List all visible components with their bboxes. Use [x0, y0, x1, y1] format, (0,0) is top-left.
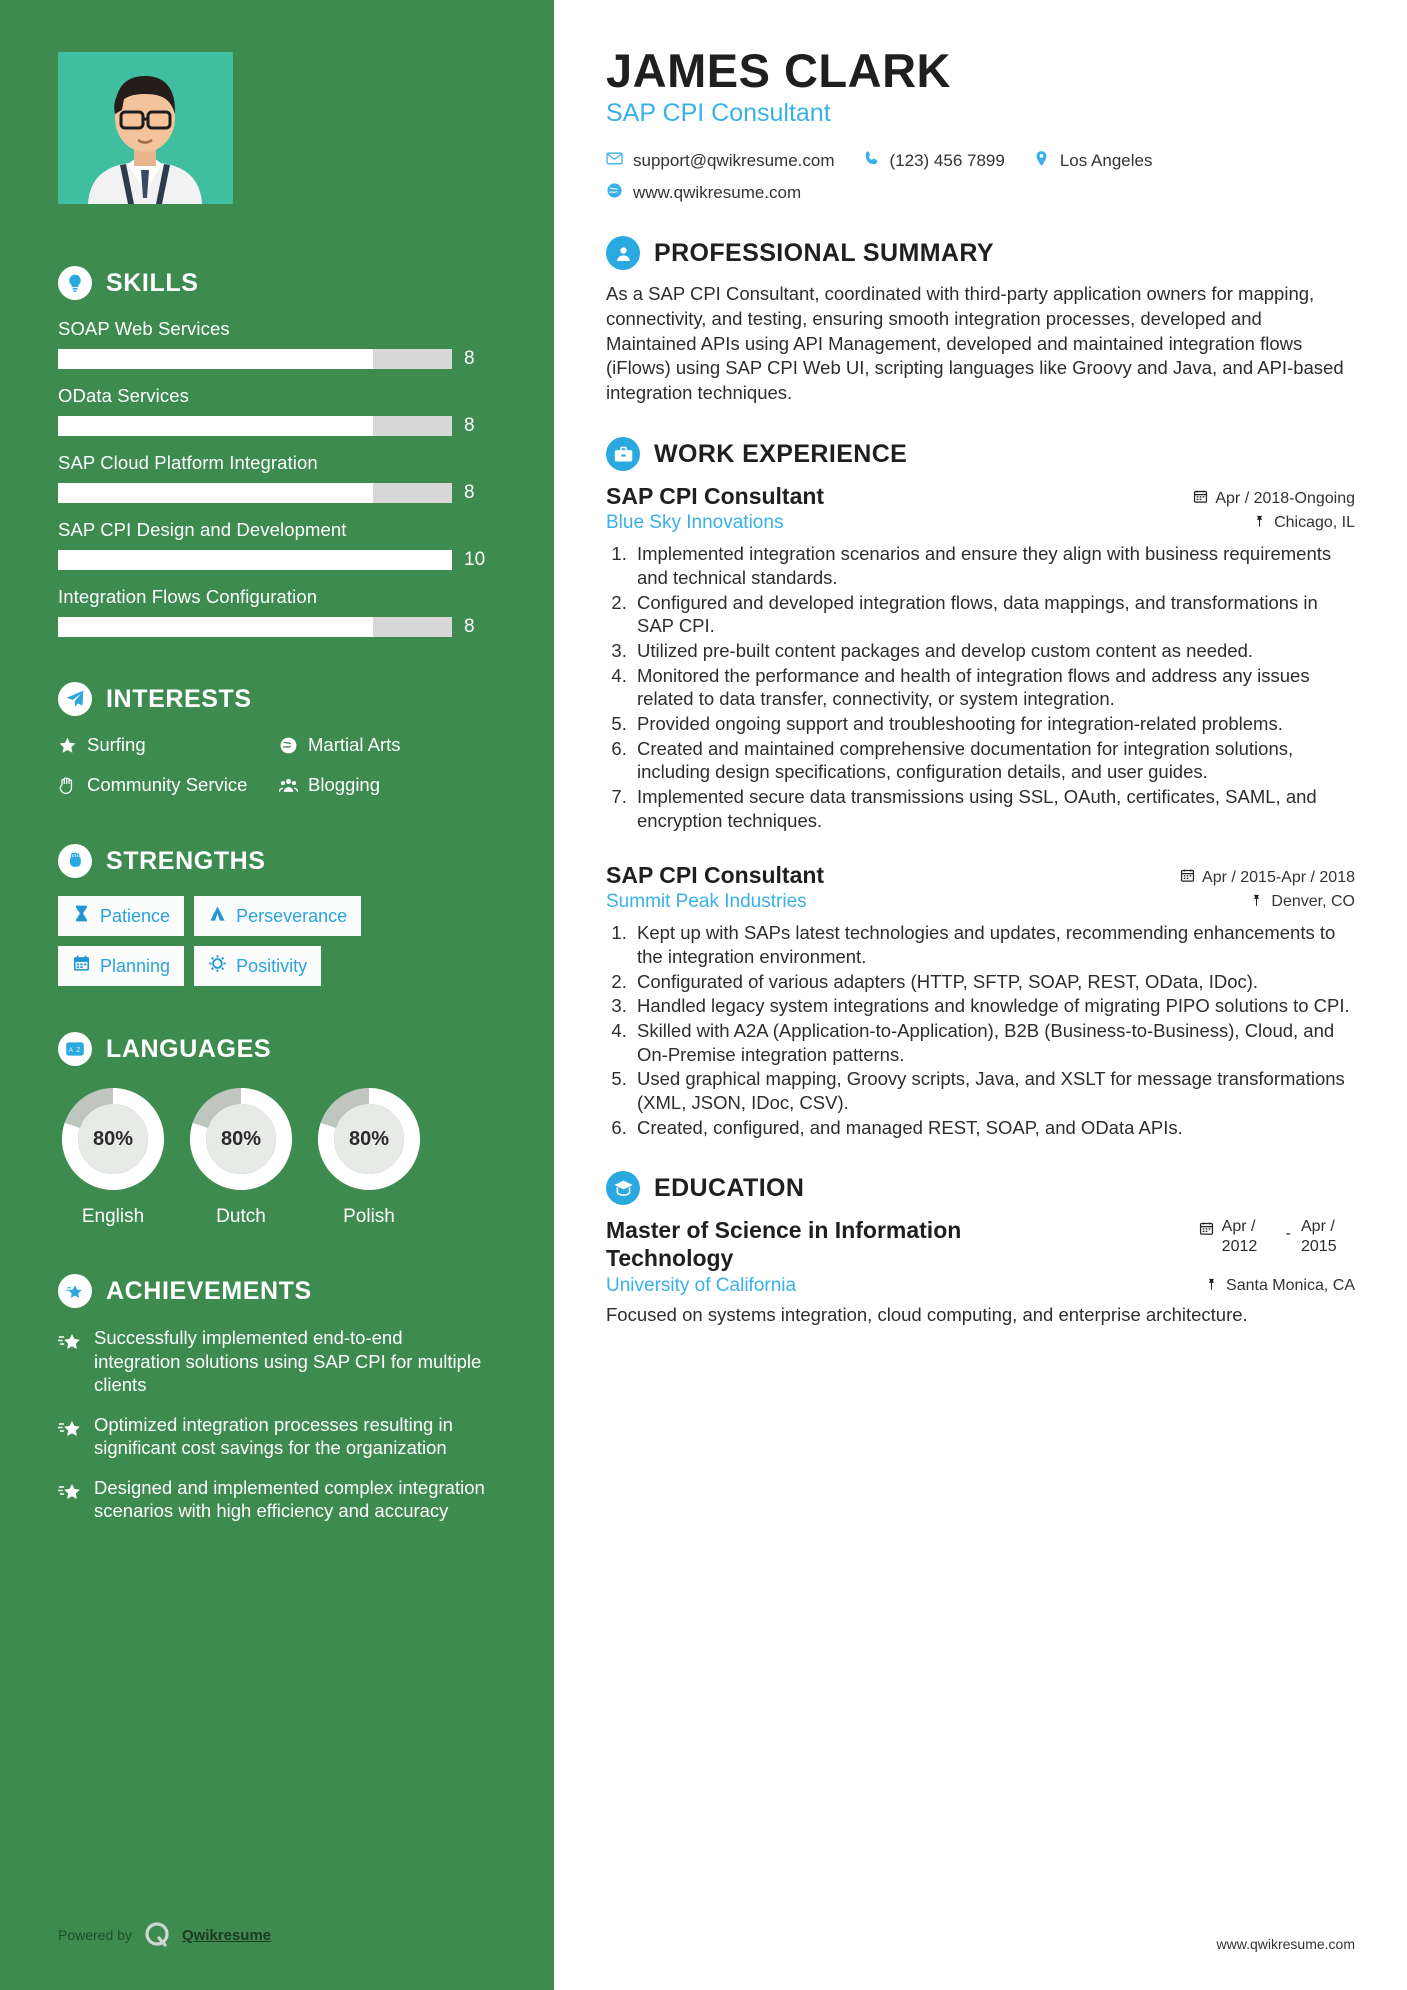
contact-row — [606, 150, 1355, 172]
skill-bar-fill — [58, 483, 373, 503]
education-date-separator: - — [1285, 1225, 1291, 1243]
achievement-item — [58, 1413, 494, 1460]
languages-title: LANGUAGES — [106, 1034, 272, 1063]
education-location — [1204, 1276, 1355, 1296]
languages-section — [58, 1032, 494, 1228]
contact-phone[interactable] — [863, 150, 1005, 172]
skill-bar-fill — [58, 550, 452, 570]
job-location — [1249, 892, 1355, 912]
qwikresume-link[interactable]: Qwikresume — [181, 1926, 272, 1944]
star-streak-icon — [58, 1326, 82, 1396]
globe-icon — [279, 734, 298, 760]
contact-block — [606, 150, 1355, 204]
language-label: Dutch — [216, 1206, 266, 1228]
work-experience-section — [606, 437, 1355, 1139]
strength-chip — [194, 946, 321, 986]
job-duty: 4. Monitored the performance and health of integration flows and address any issues related to data transfer, connectivity, or system integration. — [632, 664, 1355, 711]
language-ring — [314, 1084, 424, 1194]
skill-item — [58, 318, 494, 370]
strength-chip — [58, 896, 184, 936]
calendar-icon — [1193, 489, 1208, 509]
skill-label: Integration Flows Configuration — [58, 586, 318, 607]
skill-bar — [58, 483, 452, 503]
skill-label: SAP Cloud Platform Integration — [58, 452, 318, 473]
language-percent: 80% — [92, 1127, 134, 1150]
contact-email-text: support@qwikresume.com — [633, 151, 835, 171]
strength-label: Planning — [100, 955, 171, 976]
languages-list — [58, 1084, 494, 1228]
map-pin-icon — [1204, 1276, 1219, 1296]
interests-title: INTERESTS — [106, 684, 252, 713]
star-streak-icon — [58, 1413, 82, 1460]
skill-bar-fill — [58, 416, 373, 436]
job-dates — [1180, 868, 1355, 888]
achievements-section — [58, 1274, 494, 1522]
strength-chip — [194, 896, 361, 936]
achievement-text: Designed and implemented complex integration scenarios with high efficiency and accuracy — [94, 1476, 485, 1522]
user-circle-icon — [606, 236, 640, 270]
job-entry — [606, 483, 1355, 832]
contact-email[interactable] — [606, 150, 835, 172]
strengths-header — [58, 844, 494, 878]
map-pin-icon — [1252, 513, 1267, 533]
job-duty: 2. Configurated of various adapters (HTTP, SFTP, SOAP, REST, OData, IDoc). — [632, 970, 1355, 994]
phone-icon — [863, 150, 880, 172]
job-duty: 2. Configured and developed integration flows, data mappings, and transformations in SAP CPI. — [632, 591, 1355, 638]
job-dates — [1193, 489, 1355, 509]
achievement-item — [58, 1476, 494, 1523]
hand-icon — [58, 774, 77, 800]
achievements-title: ACHIEVEMENTS — [106, 1276, 312, 1305]
skill-value: 8 — [464, 616, 475, 637]
star-streak-icon — [58, 1476, 82, 1523]
skill-label: SOAP Web Services — [58, 318, 230, 339]
skill-label: SAP CPI Design and Development — [58, 519, 347, 540]
qwikresume-logo-icon — [142, 1920, 172, 1950]
job-title: SAP CPI Consultant — [606, 862, 825, 889]
job-duty: 5. Provided ongoing support and troubleshooting for integration-related problems. — [632, 712, 1355, 736]
contact-website-text: www.qwikresume.com — [633, 183, 802, 203]
language-item — [58, 1084, 168, 1228]
summary-text: As a SAP CPI Consultant, coordinated with third-party application owners for mapping, connectivity, and testing, ensuring smooth integration processes, developed and Maintained APIs using API Management, developed and maintained integration flows (iFlows) using SAP CPI Web UI, scripting languages like Groovy and Java, and API-based integration techniques. — [606, 283, 1344, 403]
job-duty: 3. Utilized pre-built content packages and develop custom content as needed. — [632, 639, 1355, 663]
skill-bar-fill — [58, 617, 373, 637]
interest-label: Surfing — [87, 734, 146, 755]
main-content — [554, 0, 1407, 1990]
job-duty: 1. Implemented integration scenarios and ensure they align with business requirements and technical standards. — [632, 542, 1355, 589]
education-description: Focused on systems integration, cloud computing, and enterprise architecture. — [606, 1303, 1248, 1325]
language-item — [314, 1084, 424, 1228]
contact-location-text: Los Angeles — [1059, 151, 1153, 171]
job-company: Blue Sky Innovations — [606, 512, 784, 534]
strengths-title: STRENGTHS — [106, 846, 266, 875]
education-school: University of California — [606, 1274, 797, 1296]
achievement-text: Successfully implemented end-to-end integration solutions using SAP CPI for multiple clients — [94, 1327, 482, 1396]
education-entry — [606, 1217, 1355, 1326]
language-item — [186, 1084, 296, 1228]
job-duty: 6. Created, configured, and managed REST, SOAP, and OData APIs. — [632, 1116, 1355, 1140]
skill-bar — [58, 550, 452, 570]
job-location-text: Chicago, IL — [1274, 514, 1355, 532]
powered-by — [58, 1920, 271, 1950]
contact-location — [1033, 150, 1153, 172]
language-ring — [186, 1084, 296, 1194]
job-duty: 3. Handled legacy system integrations and knowledge of migrating PIPO solutions to CPI. — [632, 994, 1355, 1018]
job-duty: 6. Created and maintained comprehensive documentation for integration solutions, including design specifications, configuration details, and user guides. — [632, 737, 1355, 784]
language-ring — [58, 1084, 168, 1194]
mountain-icon — [208, 904, 227, 928]
contact-row — [606, 182, 1355, 204]
job-duty: 1. Kept up with SAPs latest technologies and updates, recommending enhancements to the integration environment. — [632, 921, 1355, 968]
interests-header — [58, 682, 494, 716]
interest-label: Community Service — [87, 774, 248, 796]
hourglass-icon — [72, 904, 91, 928]
translate-icon — [58, 1032, 92, 1066]
job-duty: 5. Used graphical mapping, Groovy scripts, Java, and XSLT for message transformations (XML, JSON, IDoc, CSV). — [632, 1067, 1355, 1114]
achievement-item — [58, 1326, 494, 1396]
language-label: English — [81, 1206, 145, 1228]
interest-item — [58, 774, 273, 800]
strengths-section — [58, 844, 494, 986]
job-dates-text: Apr / 2015-Apr / 2018 — [1202, 869, 1355, 887]
profile-photo — [58, 52, 233, 204]
job-duties-list — [632, 921, 1355, 1139]
job-entry — [606, 862, 1355, 1139]
achievements-header — [58, 1274, 494, 1308]
svg-text:A: A — [68, 1047, 74, 1055]
lightbulb-icon — [58, 266, 92, 300]
job-location-text: Denver, CO — [1271, 893, 1355, 911]
skill-bar — [58, 617, 452, 637]
skills-header — [58, 266, 494, 300]
skills-section — [58, 266, 494, 638]
skill-bar — [58, 349, 452, 369]
fist-icon — [58, 844, 92, 878]
globe-icon — [606, 182, 623, 204]
contact-website[interactable] — [606, 182, 801, 204]
sidebar — [0, 0, 554, 1990]
interest-item — [279, 774, 494, 800]
language-label: Polish — [343, 1206, 395, 1228]
education-header — [606, 1171, 1355, 1205]
education-location-text: Santa Monica, CA — [1226, 1276, 1355, 1294]
skills-title: SKILLS — [106, 268, 199, 297]
contact-phone-text: (123) 456 7899 — [889, 151, 1005, 171]
education-section — [606, 1171, 1355, 1326]
summary-header — [606, 236, 1355, 270]
paper-plane-icon — [58, 682, 92, 716]
job-company: Summit Peak Industries — [606, 891, 807, 913]
interests-list — [58, 734, 494, 800]
job-dates-text: Apr / 2018-Ongoing — [1215, 490, 1355, 508]
languages-header — [58, 1032, 494, 1066]
interest-label: Martial Arts — [308, 734, 401, 755]
star-icon — [58, 734, 77, 760]
skills-list — [58, 318, 494, 638]
briefcase-icon — [606, 437, 640, 471]
badge-star-icon — [58, 1274, 92, 1308]
interests-section — [58, 682, 494, 800]
skill-value: 10 — [464, 549, 486, 570]
skill-value: 8 — [464, 415, 475, 436]
map-pin-icon — [1249, 892, 1264, 912]
strength-label: Positivity — [236, 955, 308, 976]
language-percent: 80% — [348, 1127, 390, 1150]
education-title: EDUCATION — [654, 1173, 805, 1202]
education-date-end: Apr / 2015 — [1301, 1218, 1337, 1255]
powered-by-label: Powered by — [58, 1927, 132, 1943]
job-duties-list — [632, 542, 1355, 832]
strength-label: Patience — [100, 905, 171, 926]
job-location — [1252, 513, 1355, 533]
strength-label: Perseverance — [236, 905, 348, 926]
job-title: SAP CPI Consultant — [606, 483, 825, 510]
experience-title: WORK EXPERIENCE — [654, 439, 908, 468]
achievements-list — [58, 1326, 494, 1522]
calendar-icon — [72, 954, 91, 978]
education-dates — [1199, 1217, 1355, 1256]
strength-chip — [58, 946, 184, 986]
job-duty: 7. Implemented secure data transmissions using SSL, OAuth, certificates, SAML, and encryption techniques. — [632, 785, 1355, 832]
skill-bar — [58, 416, 452, 436]
language-percent: 80% — [220, 1127, 262, 1150]
skill-item — [58, 385, 494, 437]
education-date-start: Apr / 2012 — [1221, 1218, 1258, 1255]
skill-item — [58, 452, 494, 504]
calendar-icon — [1199, 1217, 1214, 1241]
skill-item — [58, 519, 494, 571]
skill-item — [58, 586, 494, 638]
skill-label: OData Services — [58, 385, 189, 406]
professional-summary-section — [606, 236, 1355, 405]
skill-bar-fill — [58, 349, 373, 369]
location-pin-icon — [1033, 150, 1050, 172]
strengths-list — [58, 896, 494, 986]
job-role-subtitle: SAP CPI Consultant — [606, 99, 831, 128]
page-title: JAMES CLARK — [606, 44, 951, 97]
skill-value: 8 — [464, 482, 475, 503]
calendar-icon — [1180, 868, 1195, 888]
skill-value: 8 — [464, 348, 475, 369]
experience-header — [606, 437, 1355, 471]
footer-website: www.qwikresume.com — [1216, 1936, 1355, 1952]
interest-item — [58, 734, 273, 760]
envelope-icon — [606, 150, 623, 172]
education-degree: Master of Science in Information Technology — [606, 1217, 962, 1272]
users-icon — [279, 774, 298, 800]
summary-title: PROFESSIONAL SUMMARY — [654, 238, 994, 267]
interest-item — [279, 734, 494, 760]
achievement-text: Optimized integration processes resulting in significant cost savings for the organization — [94, 1413, 453, 1459]
sun-icon — [208, 954, 227, 978]
interest-label: Blogging — [308, 774, 381, 796]
svg-text:Z: Z — [76, 1047, 81, 1055]
graduation-cap-icon — [606, 1171, 640, 1205]
job-duty: 4. Skilled with A2A (Application-to-Application), B2B (Business-to-Business), Cloud, and On-Premise integration patterns. — [632, 1019, 1355, 1066]
